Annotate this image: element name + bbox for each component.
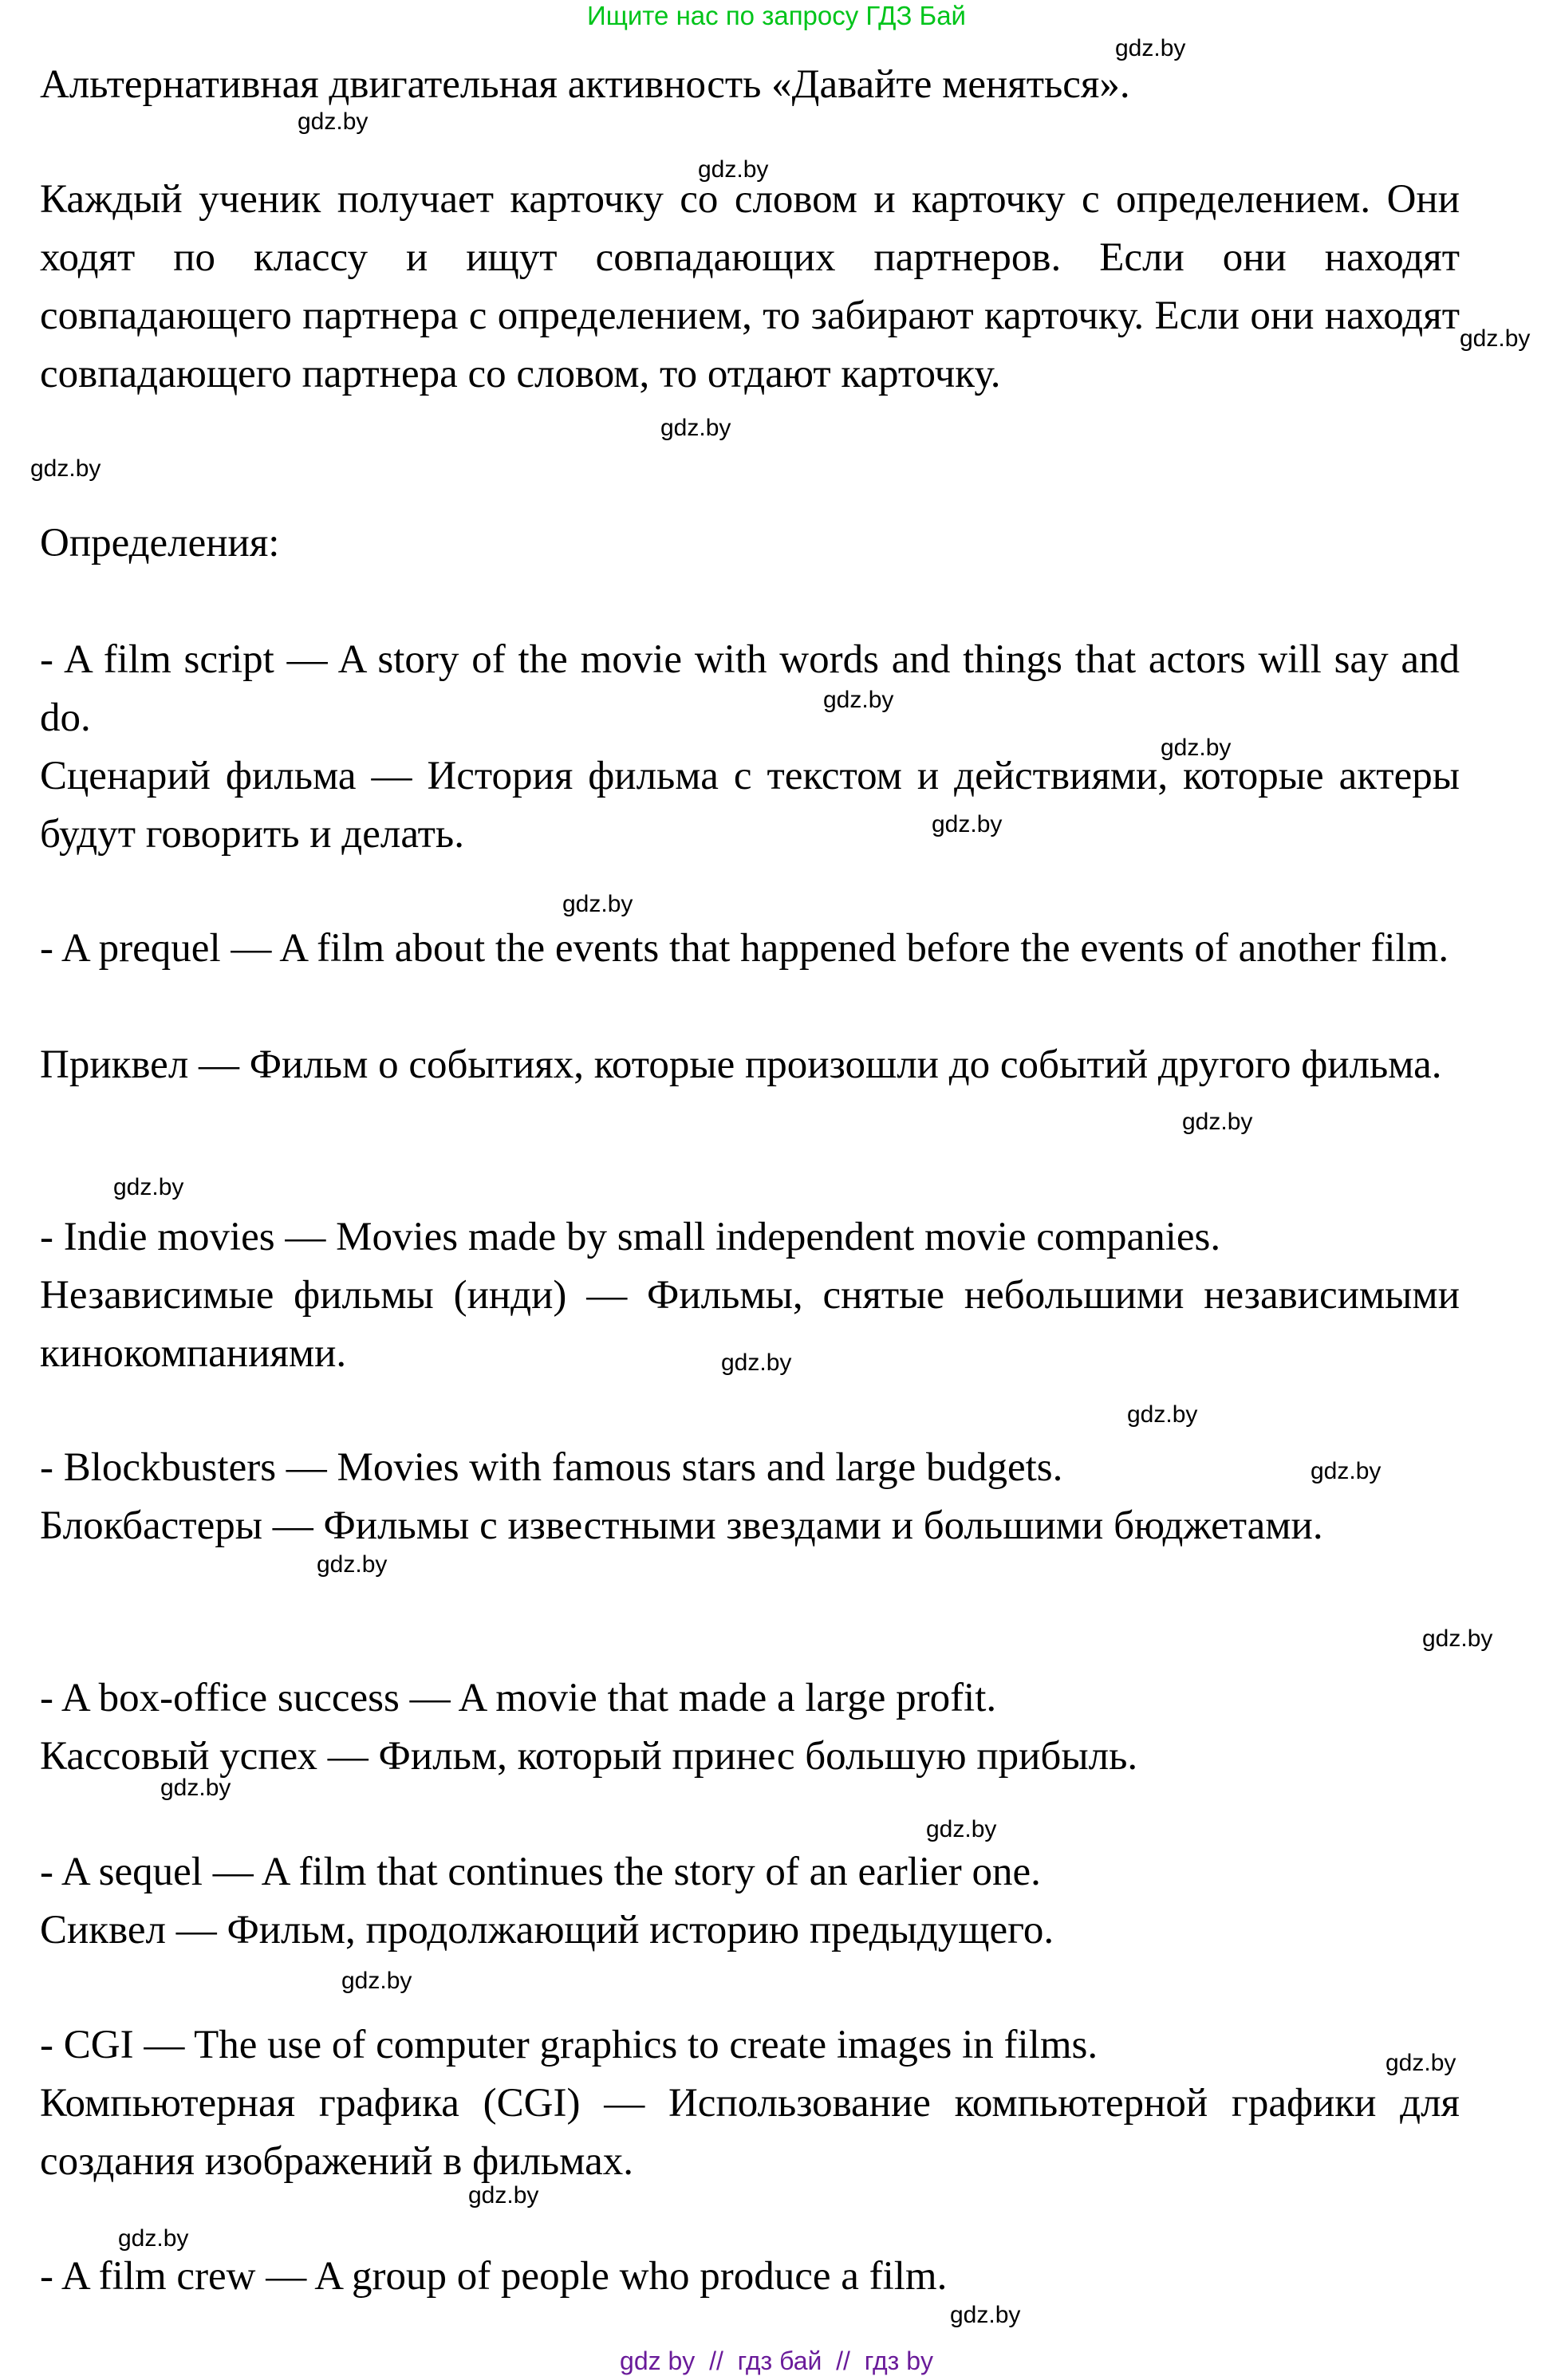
definition-ru: Кассовый успех — Фильм, который принес большую прибыль. [40,1734,1138,1779]
watermark: gdz.by [298,108,369,135]
intro-paragraph: Каждый ученик получает карточку со словом и карточку с определением. Они ходят по классу и ищут совпадающих партнеров. Если они находят совпадающего партнера с определением, то забирают карточку. Если они находят совпадающего партнера со словом, то отдают карточку. [40,177,1460,396]
definition-ru: Блокбастеры — Фильмы с известными звездами и большими бюджетами. [40,1503,1323,1548]
watermark: gdz.by [823,687,894,713]
definition-en: - A film crew — A group of people who produce a film. [40,2254,948,2299]
site-banner: Ищите нас по запросу ГДЗ Бай [587,1,966,30]
watermark: gdz.by [468,2182,539,2209]
definition-ru: Приквел — Фильм о событиях, которые произошли до событий другого фильма. [40,1042,1442,1087]
watermark: gdz.by [1161,735,1232,761]
definition-en: - Indie movies — Movies made by small independent movie companies. [40,1215,1221,1259]
watermark: gdz.by [317,1551,388,1578]
watermark: gdz.by [160,1775,231,1801]
watermark: gdz.by [562,891,633,917]
definition-en: - A film script — A story of the movie with words and things that actors will say and do. [40,637,1460,740]
definition-ru: Сиквел — Фильм, продолжающий историю предыдущего. [40,1908,1054,1952]
definition-ru: Сценарий фильма — История фильма с текстом и действиями, которые актеры будут говорить и делать. [40,754,1460,857]
definition-en: - A sequel — A film that continues the story of an earlier one. [40,1850,1041,1894]
watermark: gdz.by [30,455,101,482]
watermark: gdz.by [1311,1458,1382,1484]
watermark: gdz.by [1385,2050,1456,2076]
watermark: gdz.by [118,2225,189,2252]
watermark: gdz.by [660,415,731,441]
definition-en: - Blockbusters — Movies with famous stars and large budgets. [40,1445,1063,1490]
watermark: gdz.by [341,1968,412,1994]
page-title: Альтернативная двигательная активность «Давайте меняться». [40,62,1130,107]
watermark: gdz.by [698,156,769,183]
watermark: gdz.by [1115,35,1186,61]
site-footer [0,2345,1553,2377]
watermark: gdz.by [1182,1109,1253,1135]
definitions-heading: Определения: [40,521,280,565]
watermark: gdz.by [950,2302,1021,2328]
definition-en: - CGI — The use of computer graphics to create images in films. [40,2023,1098,2067]
watermark: gdz.by [1460,325,1531,352]
watermark: gdz.by [721,1350,792,1376]
definition-en: - A prequel — A film about the events that happened before the events of another film. [40,926,1449,971]
watermark: gdz.by [926,1816,997,1842]
watermark: gdz.by [1127,1401,1198,1428]
definition-ru: Компьютерная графика (CGI) — Использование компьютерной графики для создания изображений в фильмах. [40,2081,1460,2184]
watermark: gdz.by [113,1174,184,1200]
footer-text: gdz by // гдз бай // гдз by [620,2347,933,2375]
definition-ru: Независимые фильмы (инди) — Фильмы, снятые небольшими независимыми кинокомпаниями. [40,1273,1460,1376]
watermark: gdz.by [1422,1625,1493,1652]
definition-en: - A box-office success — A movie that made a large profit. [40,1676,997,1720]
watermark: gdz.by [932,811,1003,837]
